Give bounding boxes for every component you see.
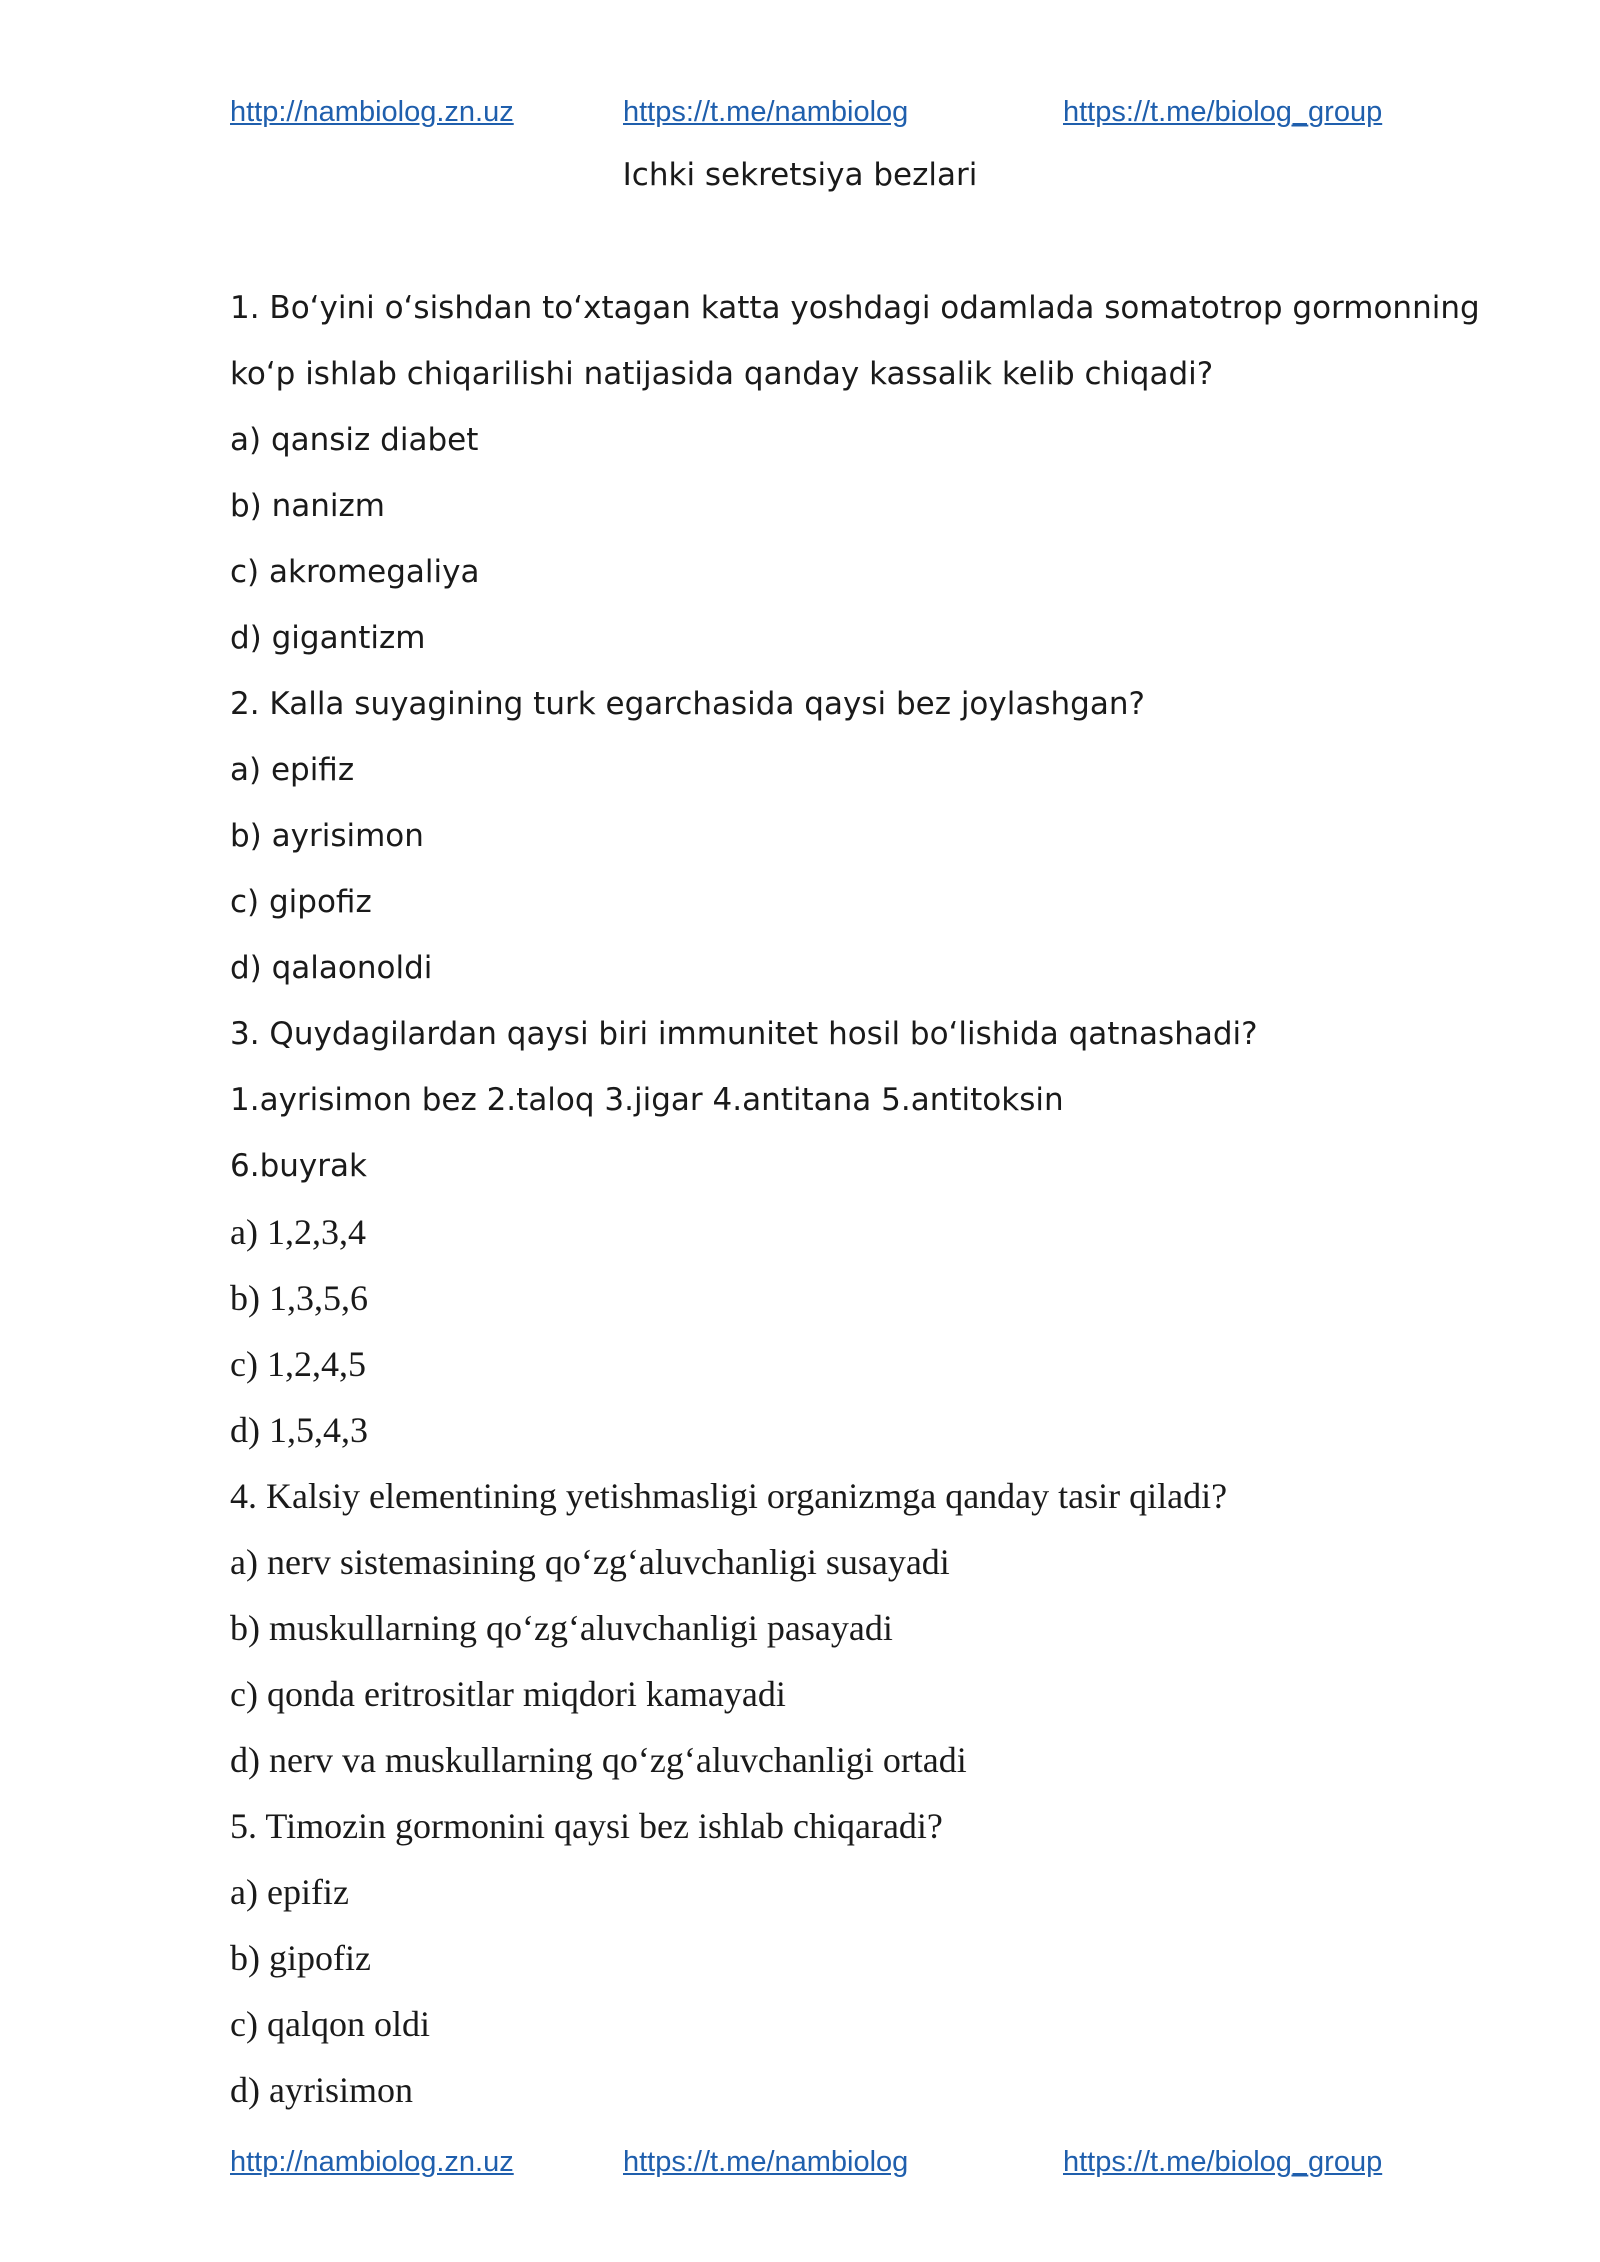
question-4-option-d: d) nerv va muskullarning qo‘zg‘aluvchanligi ortadi [230,1740,967,1780]
question-1-option-b: b) nanizm [230,488,385,524]
question-1-option-a: a) qansiz diabet [230,422,479,458]
question-3-option-c: c) 1,2,4,5 [230,1344,366,1384]
header-links [230,96,1430,136]
question-3-option-a: a) 1,2,3,4 [230,1212,366,1252]
question-5-option-c: c) qalqon oldi [230,2004,430,2044]
question-3-option-d: d) 1,5,4,3 [230,1410,368,1450]
question-2-option-c: c) gipofiz [230,884,372,920]
question-5-option-b: b) gipofiz [230,1938,371,1978]
question-3-items-line-2: 6.buyrak [230,1148,367,1184]
question-1-option-c: c) akromegaliya [230,554,480,590]
question-5: 5. Timozin gormonini qaysi bez ishlab chiqaradi? [230,1806,943,1846]
header-link-telegram[interactable]: https://t.me/nambiolog [623,96,909,128]
document-title: Ichki sekretsiya bezlari [622,157,978,193]
footer-link-site[interactable]: http://nambiolog.zn.uz [230,2146,514,2178]
quiz-body [230,286,1480,2134]
header-link-site[interactable]: http://nambiolog.zn.uz [230,96,514,128]
question-1-line-2: ko‘p ishlab chiqarilishi natijasida qanday kassalik kelib chiqadi? [230,356,1214,392]
question-4: 4. Kalsiy elementining yetishmasligi organizmga qanday tasir qiladi? [230,1476,1228,1516]
footer-link-telegram-group[interactable]: https://t.me/biolog_group [1063,2146,1383,2178]
header-link-telegram-group[interactable]: https://t.me/biolog_group [1063,96,1383,128]
question-4-option-b: b) muskullarning qo‘zg‘aluvchanligi pasayadi [230,1608,893,1648]
question-3: 3. Quydagilardan qaysi biri immunitet hosil bo‘lishida qatnashadi? [230,1016,1258,1052]
question-1-option-d: d) gigantizm [230,620,426,656]
question-2-option-a: a) epifiz [230,752,355,788]
question-1-line-1: 1. Bo‘yini o‘sishdan to‘xtagan katta yoshdagi odamlada somatotrop gormonning [230,290,1480,326]
footer-links [230,2146,1430,2186]
question-4-option-c: c) qonda eritrositlar miqdori kamayadi [230,1674,786,1714]
question-2: 2. Kalla suyagining turk egarchasida qaysi bez joylashgan? [230,686,1145,722]
question-5-option-d: d) ayrisimon [230,2070,413,2110]
question-5-option-a: a) epifiz [230,1872,349,1912]
question-2-option-b: b) ayrisimon [230,818,424,854]
question-3-items-line-1: 1.ayrisimon bez 2.taloq 3.jigar 4.antitana 5.antitoksin [230,1082,1064,1118]
footer-link-telegram[interactable]: https://t.me/nambiolog [623,2146,909,2178]
question-2-option-d: d) qalaonoldi [230,950,433,986]
question-3-option-b: b) 1,3,5,6 [230,1278,368,1318]
question-4-option-a: a) nerv sistemasining qo‘zg‘aluvchanligi susayadi [230,1542,950,1582]
